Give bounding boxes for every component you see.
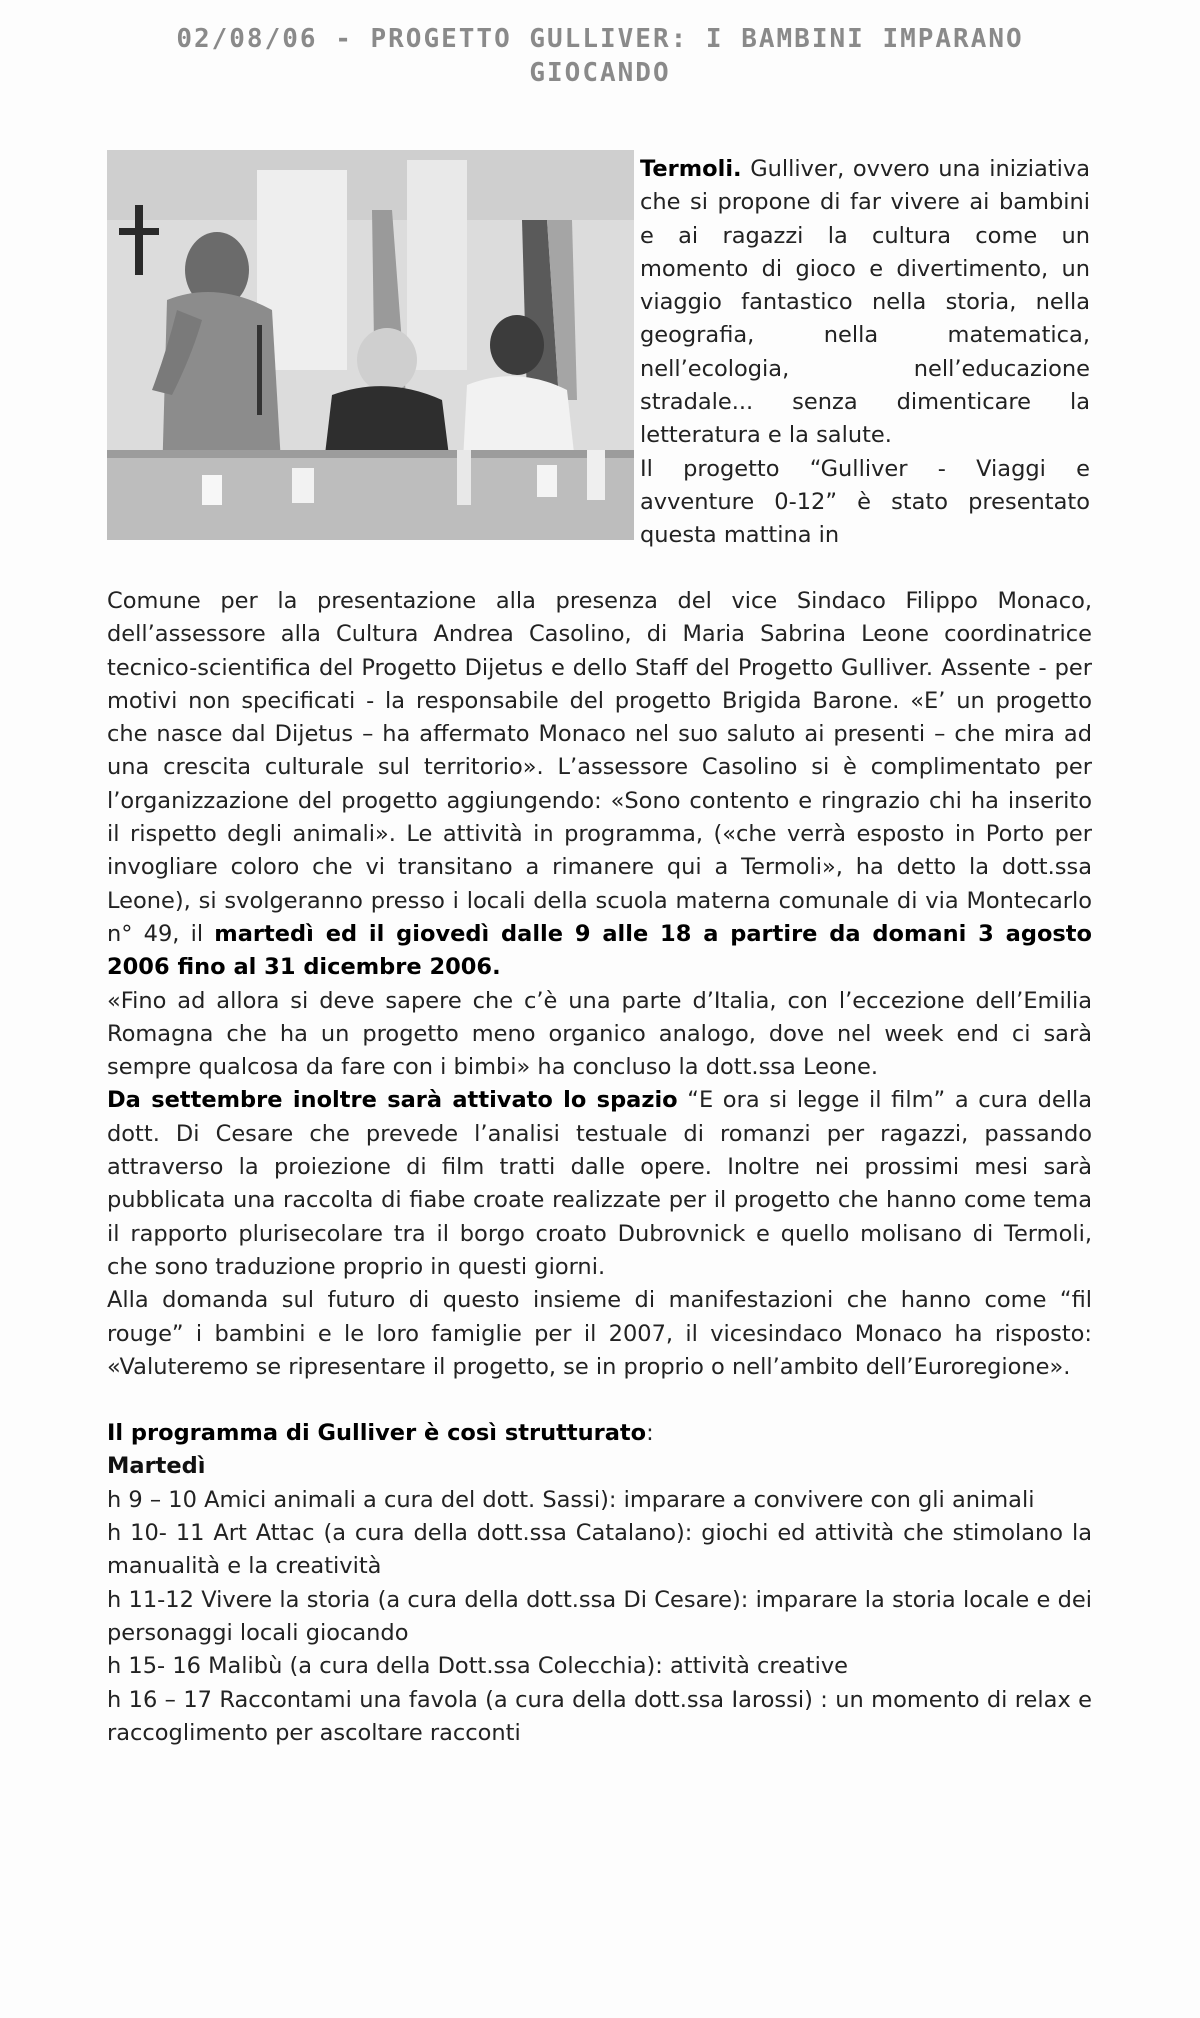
title-line-1: 02/08/06 - PROGETTO GULLIVER: I BAMBINI IMPARANO	[176, 24, 1024, 54]
presentation-text: Comune per la presentazione alla presenza del vice Sindaco Filippo Monaco, dell’assessore alla Cultura Andrea Casolino, di Maria Sabrina Leone coordinatrice tecnico-scientifica del Progetto Dijetus e dello Staff del Progetto Gulliver. Assente - per motivi non specificati - la responsabile del progetto Brigida Barone. «E’ un progetto che nasce dal Dijetus – ha affermato Monaco nel suo saluto ai presenti – che mira ad una crescita culturale sul territorio». L’assessore Casolino si è complimentato per l’organizzazione del progetto aggiungendo: «Sono contento e ringrazio chi ha inserito il rispetto degli animali». Le attività in programma, («che verrà esposto in Porto per invogliare coloro che vi transitano a rimanere qui a Termoli», ha detto la dott.ssa Leone), si svolgeranno presso i locali della scuola materna comunale di via Montecarlo n° 49, il	[107, 588, 1092, 947]
press-conference-photo	[107, 150, 634, 540]
program-heading-text: Il programma di Gulliver è così strutturato	[107, 1420, 647, 1447]
intro-text: Gulliver, ovvero una iniziativa che si propone di far vivere ai bambini e ai ragazzi la cultura come un momento di gioco e divertimento, un viaggio fantastico nella storia, nella geografia, nella matematica, nell’ecologia, nell’educazione stradale... senza dimenticare la letteratura e la salute.	[640, 156, 1091, 449]
program-item: h 9 – 10 Amici animali a cura del dott. Sassi): imparare a convivere con gli animali	[107, 1486, 1035, 1513]
article-title	[80, 22, 1120, 90]
lead-paragraph	[640, 153, 1090, 553]
photo-illustration	[107, 150, 634, 540]
intro-paragraph	[640, 153, 1090, 453]
program-heading	[107, 1417, 1092, 1450]
article-body	[107, 585, 1092, 1750]
program-day: Martedì	[107, 1453, 206, 1480]
program-item: h 10- 11 Art Attac (a cura della dott.ssa Catalano): giochi ed attività che stimolano la manualità e la creatività	[107, 1520, 1092, 1580]
september-text: “E ora si legge il film” a cura della dott. Di Cesare che prevede l’analisi testuale di romanzi per ragazzi, passando attraverso la proiezione di film tratti dalle opere. Inoltre nei prossimi mesi sarà pubblicata una raccolta di fiabe croate realizzate per il progetto che hanno come tema il rapporto plurisecolare tra il borgo croato Dubrovnick e quello molisano di Termoli, che sono traduzione proprio in questi giorni.	[107, 1087, 1092, 1280]
title-line-2: GIOCANDO	[529, 58, 671, 88]
program-item: h 16 – 17 Raccontami una favola (a cura della dott.ssa Iarossi) : un momento di relax e raccoglimento per ascoltare racconti	[107, 1686, 1092, 1746]
future-paragraph: Alla domanda sul futuro di questo insieme di manifestazioni che hanno come “fil rouge” i bambini e le loro famiglie per il 2007, il vicesindaco Monaco ha risposto: «Valuteremo se ripresentare il progetto, se in proprio o nell’ambito dell’Euroregione».	[107, 1287, 1092, 1380]
program-heading-colon: :	[646, 1420, 654, 1447]
september-highlight: Da settembre inoltre sarà attivato lo spazio	[107, 1087, 678, 1114]
quote-paragraph: «Fino ad allora si deve sapere che c’è una parte d’Italia, con l’eccezione dell’Emilia Romagna che ha un progetto meno organico analogo, dove nel week end ci sarà sempre qualcosa da fare con i bimbi» ha concluso la dott.ssa Leone.	[107, 987, 1092, 1081]
schedule-highlight: martedì ed il giovedì dalle 9 alle 18 a partire da domani 3 agosto 2006 fino al 31 dicembre 2006.	[107, 920, 1093, 981]
september-paragraph	[107, 1084, 1092, 1284]
dateline: Termoli.	[640, 156, 742, 182]
presentation-paragraph-start: Il progetto “Gulliver - Viaggi e avventure 0-12” è stato presentato questa mattina in	[640, 455, 1090, 549]
program-item: h 11-12 Vivere la storia (a cura della dott.ssa Di Cesare): imparare la storia locale e dei personaggi locali giocando	[107, 1586, 1092, 1646]
presentation-paragraph	[107, 585, 1092, 985]
program-item: h 15- 16 Malibù (a cura della Dott.ssa Colecchia): attività creative	[107, 1653, 848, 1680]
spacer	[107, 1384, 1092, 1417]
